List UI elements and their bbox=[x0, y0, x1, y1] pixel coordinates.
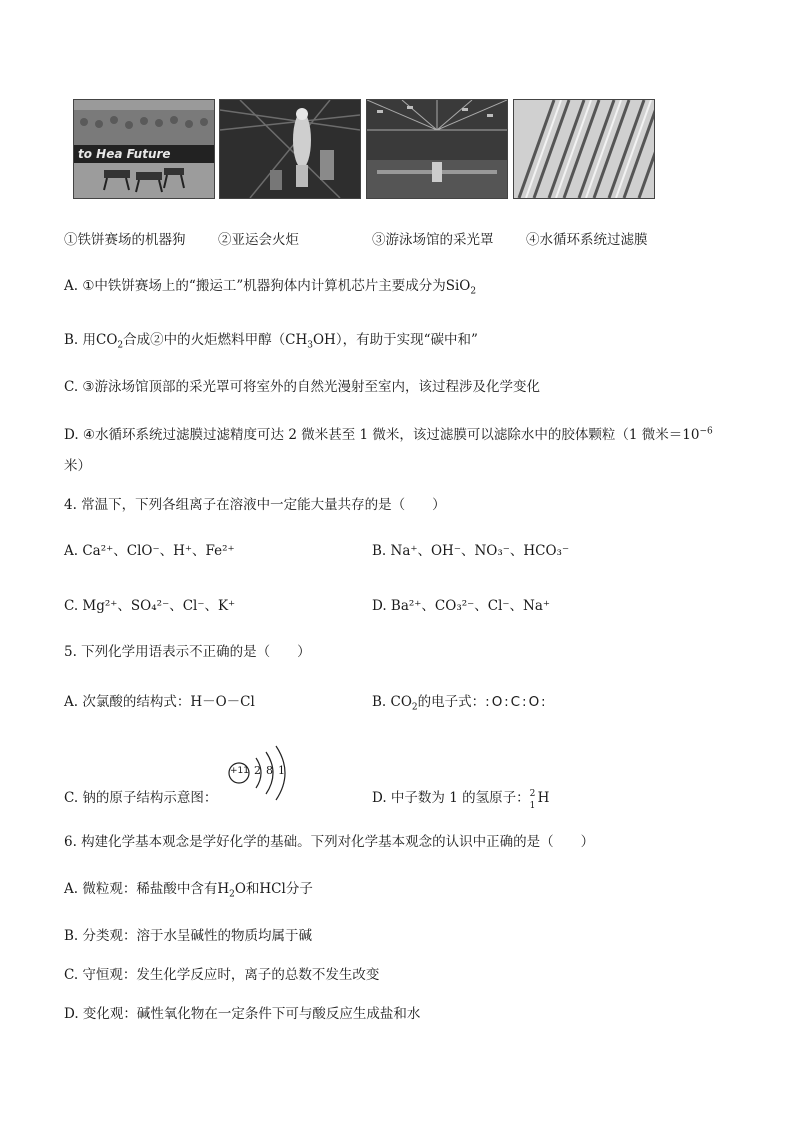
q4-option-d: D. Ba²⁺、CO₃²⁻、Cl⁻、Na⁺ bbox=[372, 598, 551, 614]
q3-option-b-post: OH），有助于实现“碳中和” bbox=[312, 332, 478, 348]
q6-option-d: D. 变化观：碱性氧化物在一定条件下可与酸反应生成盐和水 bbox=[64, 1006, 421, 1022]
q3-option-d-sup: −6 bbox=[699, 426, 713, 437]
caption-torch: ②亚运会火炬 bbox=[218, 232, 299, 248]
q4-stem: 4. 常温下，下列各组离子在溶液中一定能大量共存的是（ ） bbox=[64, 497, 446, 513]
atomic-number: 1 bbox=[529, 801, 536, 811]
q6-option-a bbox=[64, 879, 313, 899]
q4-option-b: B. Na⁺、OH⁻、NO₃⁻、HCO₃⁻ bbox=[372, 543, 570, 559]
nucleus-charge: +11 bbox=[230, 766, 249, 776]
q6-option-b: B. 分类观：溶于水呈碱性的物质均属于碱 bbox=[64, 928, 313, 944]
q5-option-c: C. 钠的原子结构示意图： bbox=[64, 790, 218, 806]
q3-option-d bbox=[64, 425, 713, 445]
q3-option-b-sub1: 2 bbox=[117, 340, 124, 351]
q6-option-a-pre: A. 微粒观：稀盐酸中含有H bbox=[64, 881, 230, 897]
caption-filter-membrane: ④水循环系统过滤膜 bbox=[526, 232, 648, 248]
q5-option-b-pre: B. CO bbox=[372, 694, 412, 710]
filter-membrane-photo bbox=[513, 99, 655, 199]
caption-skylight: ③游泳场馆的采光罩 bbox=[372, 232, 494, 248]
q3-option-a-sub: 2 bbox=[470, 286, 477, 297]
mass-number: 2 bbox=[529, 789, 536, 799]
q3-option-d-text: D. ④水循环系统过滤膜过滤精度可达 2 微米甚至 1 微米，该过滤膜可以滤除水中的胶体颗粒（1 微米＝10 bbox=[64, 427, 700, 443]
q3-option-c: C. ③游泳场馆顶部的采光罩可将室外的自然光漫射至室内，该过程涉及化学变化 bbox=[64, 379, 541, 395]
element-symbol: H bbox=[537, 790, 550, 806]
q3-option-d-line2: 米） bbox=[64, 458, 91, 474]
q5-option-d-pre: D. 中子数为 1 的氢原子： bbox=[372, 790, 530, 806]
q5-option-d bbox=[372, 788, 550, 811]
q3-option-b bbox=[64, 330, 478, 350]
q4-option-c: C. Mg²⁺、SO₄²⁻、Cl⁻、K⁺ bbox=[64, 598, 236, 614]
q4-option-a: A. Ca²⁺、ClO⁻、H⁺、Fe²⁺ bbox=[64, 543, 235, 559]
q3-option-b-pre: B. 用CO bbox=[64, 332, 118, 348]
q3-option-a bbox=[64, 276, 476, 296]
photo-banner-text: to Hea Future bbox=[78, 147, 171, 161]
q5-option-a: A. 次氯酸的结构式：H－O－Cl bbox=[64, 694, 255, 710]
q5-option-b bbox=[372, 692, 548, 712]
sodium-atom-diagram bbox=[226, 742, 296, 804]
torch-photo bbox=[219, 99, 361, 199]
q5-option-b-post: 的电子式： bbox=[417, 694, 486, 710]
q5-option-b-sub: 2 bbox=[411, 702, 418, 713]
skylight-icon bbox=[367, 100, 507, 198]
q5-stem: 5. 下列化学用语表示不正确的是（ ） bbox=[64, 644, 311, 660]
skylight-photo bbox=[366, 99, 508, 199]
filter-membrane-icon bbox=[514, 100, 654, 198]
nuclide-notation bbox=[529, 788, 538, 811]
co2-electron-formula: :O:C:O: bbox=[485, 694, 548, 710]
torch-icon bbox=[220, 100, 360, 198]
q3-option-b-sub2: 3 bbox=[307, 340, 313, 351]
robot-dog-photo bbox=[73, 99, 215, 199]
shell-1-count: 2 bbox=[254, 764, 261, 777]
shell-2-count: 8 bbox=[266, 764, 273, 777]
q3-option-b-mid: 合成②中的火炬燃料甲醇（CH bbox=[123, 332, 308, 348]
shell-3-count: 1 bbox=[278, 764, 285, 777]
q6-stem: 6. 构建化学基本观念是学好化学的基础。下列对化学基本观念的认识中正确的是（ ） bbox=[64, 834, 595, 850]
q6-option-a-post: O和HCl分子 bbox=[234, 881, 313, 897]
q6-option-c: C. 守恒观：发生化学反应时，离子的总数不发生改变 bbox=[64, 967, 380, 983]
caption-robot-dog: ①铁饼赛场的机器狗 bbox=[64, 232, 186, 248]
q6-option-a-sub: 2 bbox=[229, 889, 235, 900]
q3-option-a-text: A. ①中铁饼赛场上的“搬运工”机器狗体内计算机芯片主要成分为SiO bbox=[64, 278, 471, 294]
